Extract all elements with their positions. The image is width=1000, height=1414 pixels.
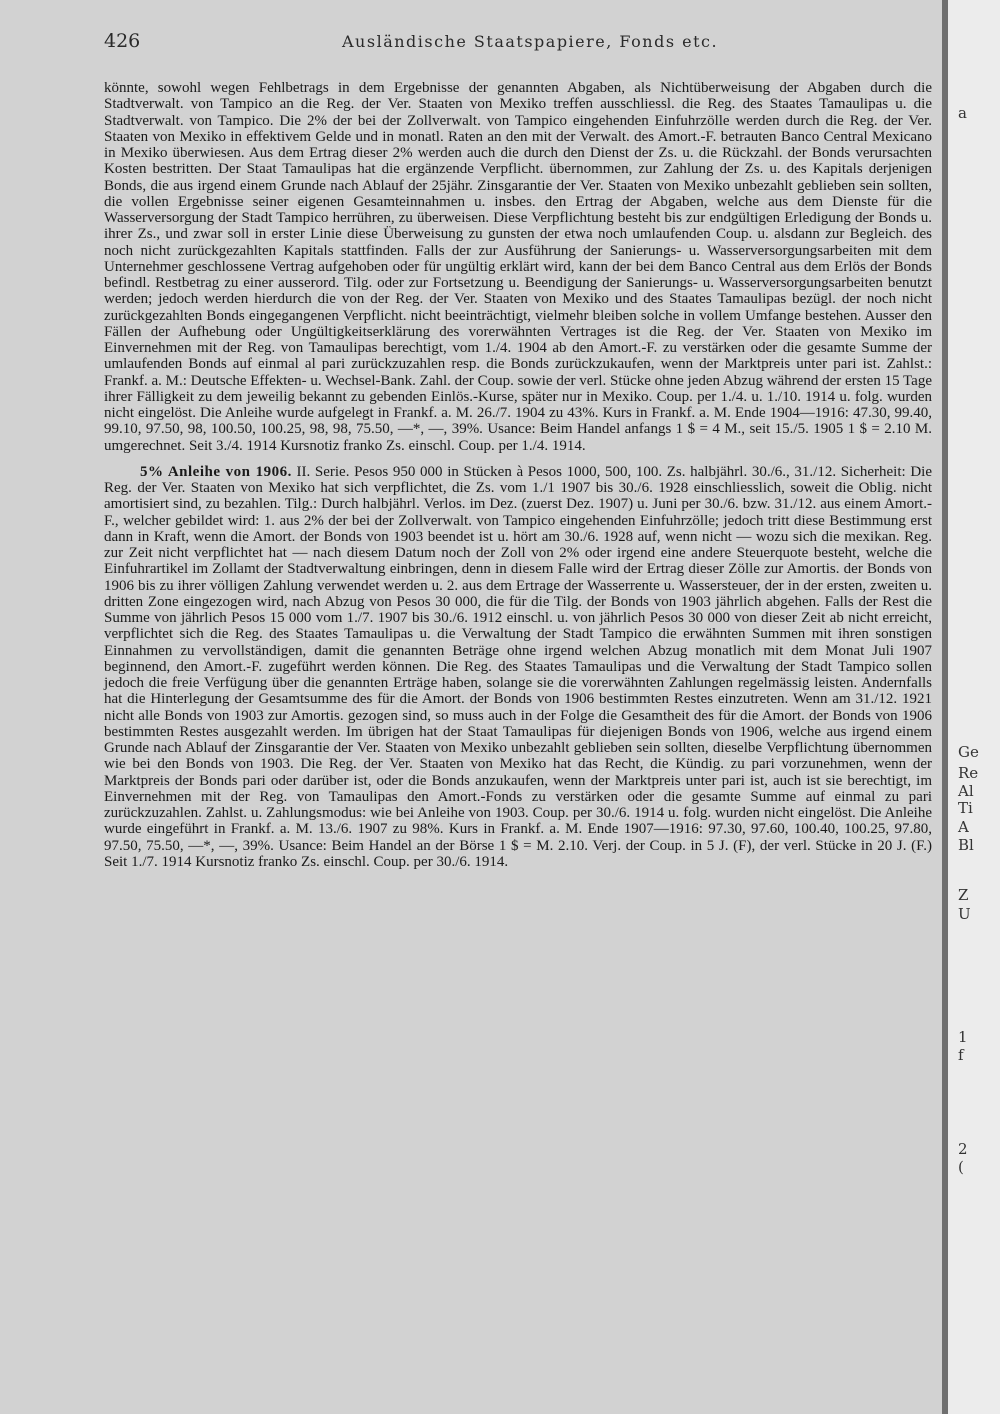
body-text — [104, 80, 932, 870]
paragraph-loan-1906 — [104, 464, 932, 870]
edge-fragment: Bl — [958, 836, 974, 854]
edge-fragment: ( — [958, 1158, 964, 1176]
loan-1906-heading: 5% Anleihe von 1906. — [140, 463, 292, 480]
edge-fragment: Al — [958, 782, 974, 800]
edge-fragment: Z — [958, 886, 969, 904]
running-title: Ausländische Staatspapiere, Fonds etc. — [342, 32, 719, 51]
page-number: 426 — [104, 30, 141, 52]
edge-fragment: Ti — [958, 799, 973, 817]
edge-fragment: Re — [958, 764, 979, 782]
edge-fragment: 1 — [958, 1028, 968, 1046]
edge-fragment: A — [958, 818, 969, 836]
edge-fragment: f — [958, 1046, 964, 1064]
edge-fragment: U — [958, 905, 971, 923]
edge-fragment: 2 — [958, 1140, 968, 1158]
edge-fragment: a — [958, 104, 967, 122]
paragraph-loan-1903-continued: könnte, sowohl wegen Fehlbetrags in dem Ergebnisse der genannten Abgaben, als Nichtüberweisung der Abgaben durch die Stadtverwalt. von Tampico an die Reg. der Ver. Staaten von Mexiko treffen ausschliessl. die Reg. des Staates Tamaulipas u. die Stadtverwalt. von Tampico. Die 2% der bei der Zollverwalt. von Tampico eingehenden Einfuhrzölle werden durch die Reg. der Ver. Staaten von Mexiko in effektivem Gelde und in monatl. Raten an den mit der Verwalt. des Amort.-F. betrauten Banco Central Mexicano in Mexiko überwiesen. Aus dem Ertrag dieser 2% werden auch die durch den Dienst der Zs. u. die Rückzahl. der Bonds verursachten Kosten bestritten. Der Staat Tamaulipas hat die ergänzende Verpflicht. übernommen, zur Zahlung der Zs. u. des Kapitals derjenigen Bonds, die aus irgend einem Grunde nach Ablauf der 25jähr. Zinsgarantie der Ver. Staaten von Mexiko unbezahlt geblieben sein sollten, die vollen Ergebnisse seiner eigenen Gesamteinnahmen u. insbes. den Ertrag der Abgaben, welche aus dem Dienste für die Wasserversorgung der Stadt Tampico herrühren, zu überweisen. Diese Verpflichtung besteht bis zur endgültigen Erledigung der Bonds u. ihrer Zs., und zwar soll in erster Linie diese Überweisung zu gunsten der etwa noch umlaufenden Coup. u. alsdann zur Begleich. des noch nicht zurückgezahlten Kapitals stattfinden. Falls der zur Ausführung der Sanierungs- u. Wasserversorgungsarbeiten mit dem Unternehmer geschlossene Vertrag aufgehoben oder für ungültig erklärt wird, kann der bei dem Banco Central aus dem Erlös der Bonds befindl. Restbetrag zu einer ausserord. Tilg. oder zur Fortsetzung u. Beendigung der Sanierungs- u. Wasserversorgungsarbeiten benutzt werden; jedoch werden hierdurch die von der Reg. der Ver. Staaten von Mexiko und des Staates Tamaulipas bezügl. der noch nicht zurückgezahlten Bonds eingegangenen Verpflicht. nicht beeinträchtigt, vielmehr bleiben solche in vollem Umfange bestehen. Ausser den Fällen der Aufhebung oder Ungültigkeitserklärung des vorerwähnten Vertrages ist die Reg. der Ver. Staaten von Mexiko im Einvernehmen mit der Reg. von Tamaulipas berechtigt, vom 1./4. 1904 ab den Amort.-F. zu verstärken oder die gesamte Summe der umlaufenden Bonds auf einmal al pari zurückzuzahlen resp. die Bonds zurückzukaufen, wenn der Marktpreis unter pari ist. Zahlst.: Frankf. a. M.: Deutsche Effekten- u. Wechsel-Bank. Zahl. der Coup. sowie der verl. Stücke ohne jeden Abzug während der ersten 15 Tage ihrer Fälligkeit zu dem jeweilig bekannt zu gebenden Einlös.-Kurse, später nur in Mexiko. Coup. per 1./4. u. 1./10. 1914 u. folg. wurden nicht eingelöst. Die Anleihe wurde aufgelegt in Frankf. a. M. 26./7. 1904 zu 43%. Kurs in Frankf. a. M. Ende 1904—1916: 47.30, 99.40, 99.10, 97.50, 98, 100.50, 100.25, 98, 98, 75.50, —*, —, 39%. Usance: Beim Handel anfangs 1 $ = 4 M., seit 15./5. 1905 1 $ = 2.10 M. umgerechnet. Seit 3./4. 1914 Kursnotiz franko Zs. einschl. Coup. per 1./4. 1914. — [104, 80, 932, 454]
loan-1906-text: II. Serie. Pesos 950 000 in Stücken à Pesos 1000, 500, 100. Zs. halbjährl. 30./6., 31./12. Sicherheit: Die Reg. der Ver. Staaten von Mexiko hat sich verpflichtet, die Zs. vom 1./1 1907 bis 30./6. 1928 einschliesslich, soweit die Oblig. nicht amortisiert sind, zu bezahlen. Tilg.: Durch halbjährl. Verlos. im Dez. (zuerst Dez. 1907) u. Juni per 30./6. bzw. 31./12. aus einem Amort.-F., welcher gebildet wird: 1. aus 2% der bei der Zollverwalt. von Tampico eingehenden Einfuhrzölle; jedoch tritt diese Bestimmung erst dann in Kraft, wenn die Amort. der Bonds von 1903 beendet ist u. hört am 30./6. 1928 auf, wenn nicht — wozu sich die mexikan. Reg. zur Zeit nicht verpflichtet hat — nach diesem Datum noch der Zoll von 2% oder irgend eine andere Steuerquote besteht, welche die Einfuhrartikel im Zollamt der Stadtverwaltung einbringen, denn in diesem Falle wird der Ertrag dieser Zölle zur Amortis. der Bonds von 1906 bis zu ihrer völligen Zahlung verwendet werden u. 2. aus dem Ertrage der Wasserrente u. Wassersteuer, der in der ersten, zweiten u. dritten Zone eingezogen wird, nach Abzug von Pesos 30 000, die für die Tilg. der Bonds von 1903 jährlich abgehen. Falls der Rest die Summe von jährlich Pesos 15 000 vom 1./7. 1907 bis 30./6. 1912 einschl. u. von jährlich Pesos 30 000 von dieser Zeit ab nicht erreicht, verpflichtet sich die Reg. des Staates Tamaulipas u. die Verwaltung der Stadt Tampico die erwähnten Summen mit ihren sonstigen Einnahmen zu vervollständigen, damit die genannten Beträge ohne irgend welchen Abzug monatlich mit dem Monat Juli 1907 beginnend, den Amort.-F. zugeführt werden können. Die Reg. des Staates Tamaulipas und die Verwaltung der Stadt Tampico sollen jedoch die freie Verfügung über die genannten Erträge haben, solange sie die vorerwähnten Zahlungen regelmässig leisten. Andernfalls hat die Hinterlegung der Gesamtsumme des für die Amort. der Bonds von 1906 bestimmten Restes einzutreten. Wenn am 31./12. 1921 nicht alle Bonds von 1903 zur Amortis. gezogen sind, so muss auch in der Folge die Gesamtheit des für die Amort. der Bonds von 1906 bestimmten Restes ausgezahlt werden. Im übrigen hat der Staat Tamaulipas für diejenigen Bonds von 1906, welche aus irgend einem Grunde nach Ablauf der Zinsgarantie der Ver. Staaten von Mexiko unbezahlt geblieben sein sollten, dieselbe Verpflichtung übernommen wie bei den Bonds von 1903. Die Reg. der Ver. Staaten von Mexiko hat das Recht, die Kündig. zu pari vorzunehmen, wenn der Marktpreis der Bonds pari oder darüber ist, oder die Bonds anzukaufen, wenn der Marktpreis unter pari ist, auch ist sie berechtigt, im Einvernehmen mit der Reg. von Tamaulipas den Amort.-Fonds zu verstärken oder die gesamte Summe auf einmal zu pari zurückzuzahlen. Zahlst. u. Zahlungsmodus: wie bei Anleihe von 1903. Coup. per 30./6. 1914 u. folg. wurden nicht eingelöst. Die Anleihe wurde eingeführt in Frankf. a. M. 13./6. 1907 zu 98%. Kurs in Frankf. a. M. Ende 1907—1916: 97.30, 97.60, 100.40, 100.25, 97.80, 97.50, 75.50, —*, —, 39%. Usance: Beim Handel an der Börse 1 $ = M. 2.10. Verj. der Coup. in 5 J. (F), der verl. Stücke in 20 J. (F.) Seit 1./7. 1914 Kursnotiz franko Zs. einschl. Coup. per 30./6. 1914. — [104, 463, 932, 870]
page-header — [104, 30, 934, 60]
edge-fragment: Ge — [958, 743, 979, 761]
facing-page-edge — [948, 0, 1000, 1414]
